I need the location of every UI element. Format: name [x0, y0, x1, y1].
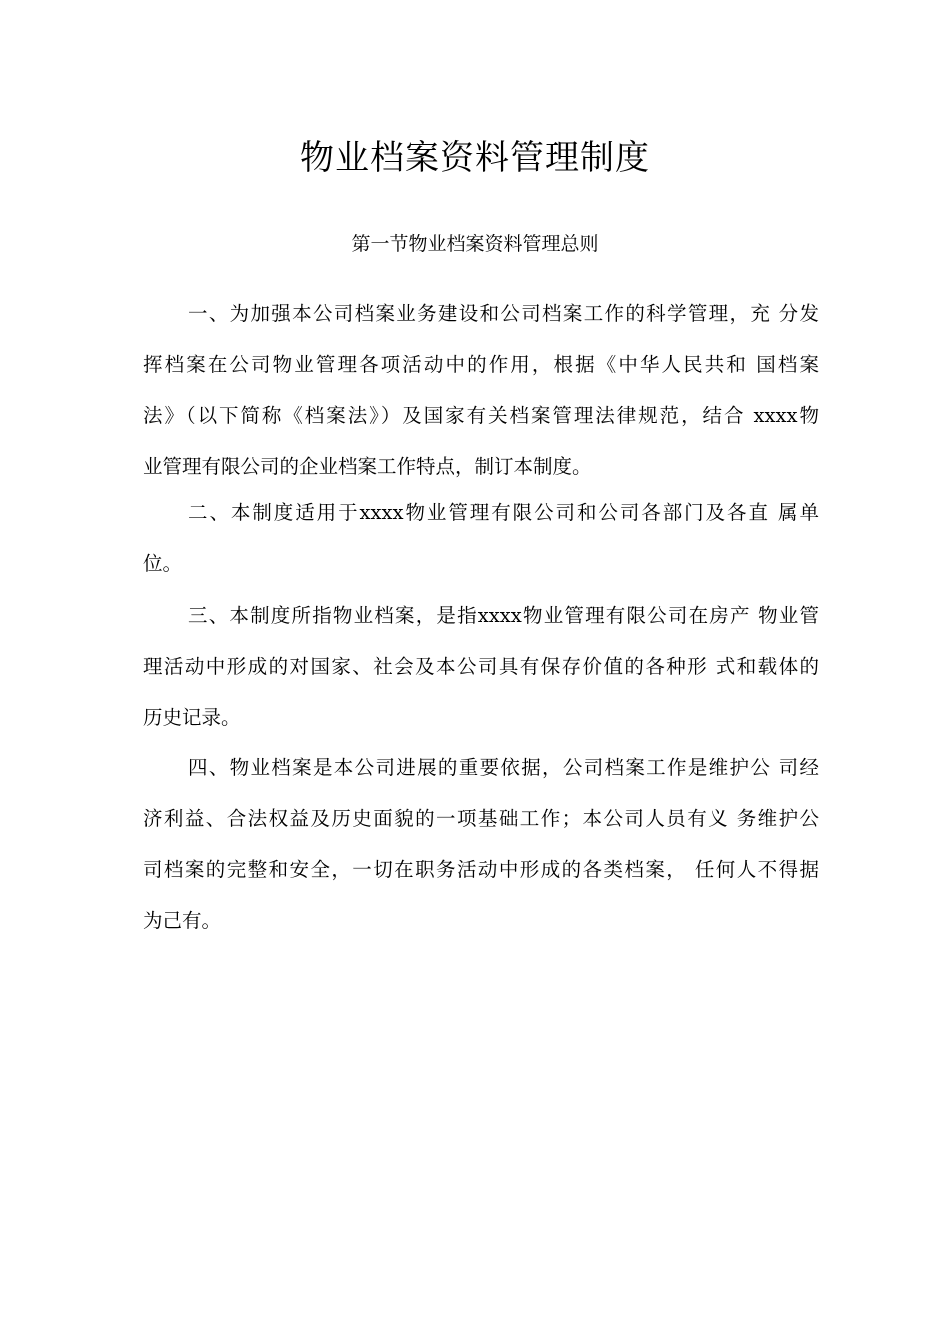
paragraph-line: 济利益、合法权益及历史面貌的一项基础工作；本公司人员有义 务维护公 [143, 807, 819, 830]
paragraph-line: 司档案的完整和安全，一切在职务活动中形成的各类档案， 任何人不得据 [143, 858, 819, 881]
paragraph-line: 历史记录。 [143, 706, 241, 729]
paragraph-3 [143, 590, 819, 743]
paragraph-line: 二、本制度适用于xxxx物业管理有限公司和公司各部门及各直 属单 [188, 501, 819, 524]
paragraph-line: 一、为加强本公司档案业务建设和公司档案工作的科学管理，充 分发 [188, 302, 819, 325]
paragraph-2 [143, 487, 819, 589]
paragraph-line: 挥档案在公司物业管理各项活动中的作用，根据《中华人民共和 国档案 [143, 353, 819, 376]
paragraph-1 [143, 288, 819, 492]
paragraph-line: 三、本制度所指物业档案，是指xxxx物业管理有限公司在房产 物业管 [188, 604, 819, 627]
paragraph-line: 为己有。 [143, 909, 222, 932]
paragraph-line: 四、物业档案是本公司进展的重要依据，公司档案工作是维护公 司经 [188, 756, 819, 779]
document-title: 物业档案资料管理制度 [300, 138, 650, 178]
paragraph-line: 法》（以下简称《档案法》）及国家有关档案管理法律规范，结合 xxxx物 [143, 404, 819, 427]
paragraph-line: 业管理有限公司的企业档案工作特点，制订本制度。 [143, 455, 592, 478]
section-heading: 第一节物业档案资料管理总则 [351, 233, 599, 255]
paragraph-line: 理活动中形成的对国家、社会及本公司具有保存价值的各种形 式和载体的 [143, 655, 819, 678]
paragraph-line: 位。 [143, 552, 183, 575]
paragraph-4 [143, 742, 819, 946]
